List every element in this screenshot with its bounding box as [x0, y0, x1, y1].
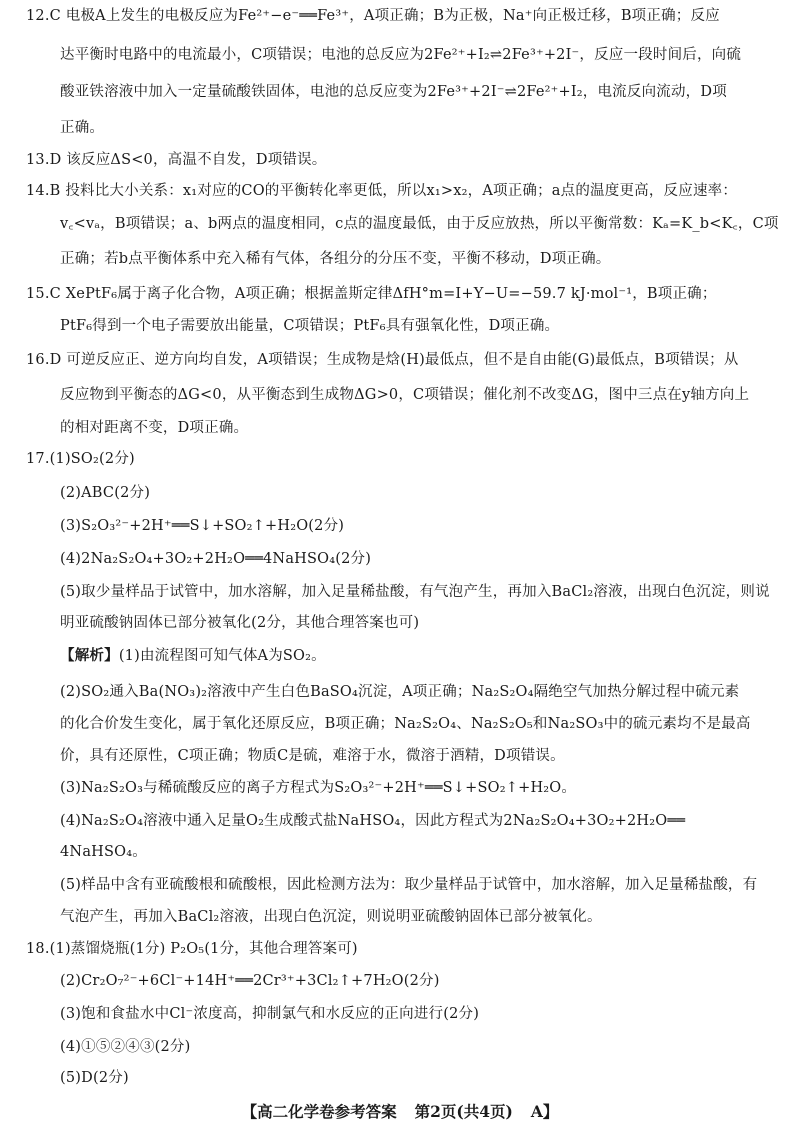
- q14-line-3: 正确；若b点平衡体系中充入稀有气体，各组分的分压不变，平衡不移动，D项正确。: [60, 251, 611, 267]
- q16-line-3: 的相对距离不变，D项正确。: [60, 420, 249, 436]
- q12-line-3: 酸亚铁溶液中加入一定量硫酸铁固体，电池的总反应变为2Fe³⁺+2I⁻⇌2Fe²⁺+I₂，电流反向流动，D项: [60, 84, 727, 100]
- q18-line-1: 18.(1)蒸馏烧瓶(1分) P₂O₅(1分，其他合理答案可): [26, 941, 358, 957]
- q17-line-5: (5)取少量样品于试管中，加水溶解，加入足量稀盐酸，有气泡产生，再加入BaCl₂溶液，出现白色沉淀，则说: [60, 584, 770, 600]
- q17-analysis-line-1: [60, 646, 326, 666]
- q15-line-2: PtF₆得到一个电子需要放出能量，C项错误；PtF₆具有强氧化性，D项正确。: [60, 318, 560, 334]
- q17-analysis-line-5: (3)Na₂S₂O₃与稀硫酸反应的离子方程式为S₂O₃²⁻+2H⁺══S↓+SO₂↑+H₂O。: [60, 780, 577, 796]
- q17-line-1: 17.(1)SO₂(2分): [26, 451, 135, 467]
- q12-line-4: 正确。: [60, 120, 105, 136]
- footer-page-number: 第2页(共4页): [414, 1102, 513, 1121]
- page-footer: [0, 1100, 800, 1122]
- q16-line-2: 反应物到平衡态的ΔG<0，从平衡态到生成物ΔG>0，C项错误；催化剂不改变ΔG，图中三点在y轴方向上: [60, 387, 750, 403]
- q12-line-1: 12.C 电极A上发生的电极反应为Fe²⁺−e⁻══Fe³⁺，A项正确；B为正极，Na⁺向正极迁移，B项正确；反应: [26, 8, 720, 24]
- q17-analysis-line-7: 4NaHSO₄。: [60, 844, 147, 860]
- q17-analysis-line-8: (5)样品中含有亚硫酸根和硫酸根，因此检测方法为：取少量样品于试管中，加水溶解，加入足量稀盐酸，有: [60, 877, 758, 893]
- q14-line-2: v꜀<vₐ，B项错误；a、b两点的温度相同，c点的温度最低，由于反应放热，所以平衡常数：Kₐ=K_b<K꜀，C项: [60, 216, 779, 232]
- q17-line-2: (2)ABC(2分): [60, 485, 151, 501]
- q17-line-3: (3)S₂O₃²⁻+2H⁺══S↓+SO₂↑+H₂O(2分): [60, 518, 345, 534]
- q16-line-1: 16.D 可逆反应正、逆方向均自发，A项错误；生成物是焓(H)最低点，但不是自由能(G)最低点，B项错误；从: [26, 352, 739, 368]
- q15-line-1: 15.C XePtF₆属于离子化合物，A项正确；根据盖斯定律ΔfH°m=I+Y−U=−59.7 kJ·mol⁻¹，B项正确；: [26, 286, 717, 302]
- q18-line-4: (4)①⑤②④③(2分): [60, 1039, 191, 1055]
- q13-line-1: 13.D 该反应ΔS<0，高温不自发，D项错误。: [26, 152, 327, 168]
- q18-line-2: (2)Cr₂O₇²⁻+6Cl⁻+14H⁺══2Cr³⁺+3Cl₂↑+7H₂O(2分): [60, 973, 440, 989]
- q17-analysis-line-3: 的化合价发生变化，属于氧化还原反应，B项正确；Na₂S₂O₄、Na₂S₂O₅和Na₂SO₃中的硫元素均不是最高: [60, 716, 751, 732]
- q17-analysis-line-6: (4)Na₂S₂O₄溶液中通入足量O₂生成酸式盐NaHSO₄，因此方程式为2Na₂S₂O₄+3O₂+2H₂O══: [60, 813, 686, 829]
- q17-analysis-line-2: (2)SO₂通入Ba(NO₃)₂溶液中产生白色BaSO₄沉淀，A项正确；Na₂S₂O₄隔绝空气加热分解过程中硫元素: [60, 684, 740, 700]
- q17-analysis-line-4: 价，具有还原性，C项正确；物质C是硫，难溶于水，微溶于酒精，D项错误。: [60, 748, 565, 764]
- footer-variant: A】: [530, 1102, 559, 1121]
- footer-title: 【高二化学卷参考答案: [241, 1102, 397, 1121]
- q17-analysis-line-9: 气泡产生，再加入BaCl₂溶液，出现白色沉淀，则说明亚硫酸钠固体已部分被氧化。: [60, 909, 602, 925]
- q18-line-3: (3)饱和食盐水中Cl⁻浓度高，抑制氯气和水反应的正向进行(2分): [60, 1006, 480, 1022]
- q17-line-6: 明亚硫酸钠固体已部分被氧化(2分，其他合理答案也可): [60, 615, 420, 631]
- q17-line-4: (4)2Na₂S₂O₄+3O₂+2H₂O══4NaHSO₄(2分): [60, 551, 372, 567]
- analysis-text-1: (1)由流程图可知气体A为SO₂。: [118, 648, 326, 664]
- analysis-label: 【解析】: [60, 647, 119, 664]
- q18-line-5: (5)D(2分): [60, 1070, 129, 1086]
- q12-line-2: 达平衡时电路中的电流最小，C项错误；电池的总反应为2Fe²⁺+I₂⇌2Fe³⁺+2I⁻，反应一段时间后，向硫: [60, 47, 742, 63]
- q14-line-1: 14.B 投料比大小关系：x₁对应的CO的平衡转化率更低，所以x₁>x₂，A项正确；a点的温度更高，反应速率：: [26, 183, 738, 199]
